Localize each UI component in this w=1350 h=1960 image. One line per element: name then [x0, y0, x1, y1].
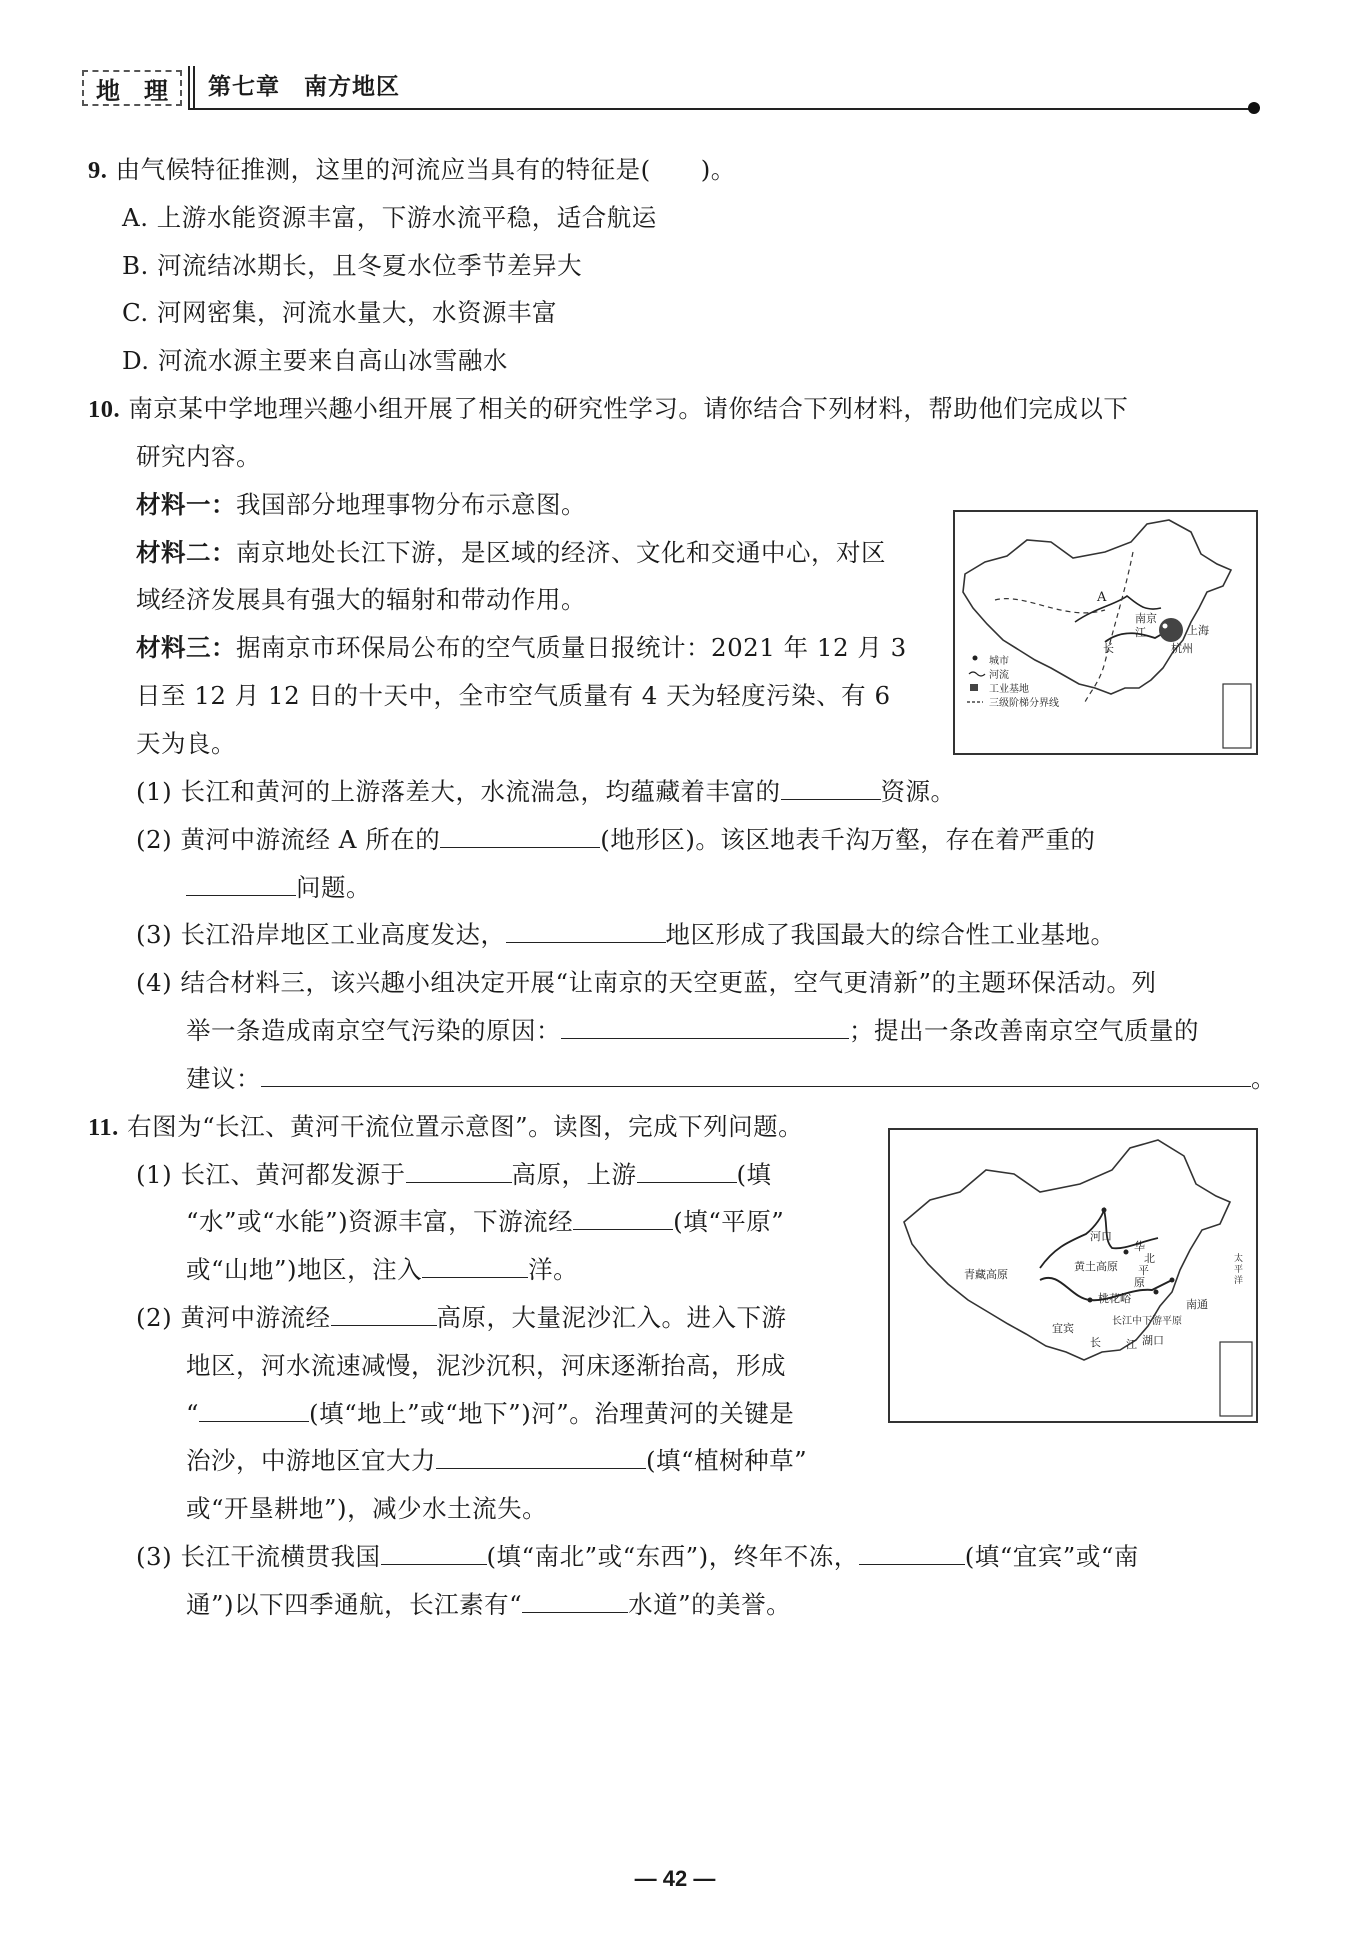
q11-sub-3-line2	[186, 1590, 791, 1620]
q11-sub-1-line3	[186, 1255, 578, 1285]
q10-sub-1-text-a: (1) 长江和黄河的上游落差大，水流湍急，均蕴藏着丰富的	[136, 777, 781, 806]
header-rule	[188, 108, 1254, 110]
q11-sub-1-blank-3[interactable]	[573, 1207, 673, 1230]
q10-south-sea-inset	[1223, 684, 1251, 748]
q11-sub-1-blank-1[interactable]	[406, 1160, 512, 1183]
q11-sub-1-text-c: (填	[736, 1160, 772, 1189]
q11-sub-3-text-a: (3) 长江干流横贯我国	[136, 1542, 381, 1571]
q10-sub-2-blank-2[interactable]	[186, 873, 296, 896]
q10-map-label-jiang: 江	[1135, 626, 1146, 639]
material-2-label: 材料二：	[136, 538, 236, 567]
q11-south-sea-inset	[1220, 1342, 1252, 1416]
q11-map-label-zhongxia: 长江中下游平原	[1112, 1316, 1182, 1327]
q11-sub-3-text-d: 通”)以下四季通航，长江素有“	[186, 1590, 523, 1619]
q11-sub-2-blank-2[interactable]	[199, 1399, 309, 1422]
q10-sub-1-blank[interactable]	[781, 777, 881, 800]
q11-sub-2-text-e: (填“地上”或“地下”)河”。治理黄河的关键是	[309, 1399, 795, 1428]
q11-map-label-hukou: 湖口	[1142, 1334, 1164, 1347]
q11-map-label-nantong: 南通	[1186, 1298, 1208, 1311]
q11-sub-1-line2	[186, 1207, 784, 1237]
subject-char-1: 地	[96, 75, 120, 105]
q10-sub-4-blank-suggestion[interactable]	[261, 1064, 1251, 1087]
q11-map-label-chang: 长	[1090, 1336, 1101, 1349]
q10-sub-4-text-b: 举一条造成南京空气污染的原因：	[186, 1016, 561, 1045]
q11-sub-1-text-g: 洋。	[528, 1255, 579, 1284]
q11-sub-1-text-e: (填“平原”	[673, 1207, 785, 1236]
q10-material-3-line3: 天为良。	[136, 729, 236, 758]
q10-map-label-chang: 长	[1103, 642, 1114, 655]
header-rule-dot	[1248, 102, 1260, 114]
q11-sub-1-text-f: 或“山地”)地区，注入	[186, 1255, 423, 1284]
q10-china-map	[953, 510, 1258, 755]
q11-sub-3-blank-3[interactable]	[522, 1590, 628, 1613]
q11-sub-3-line1	[136, 1542, 1139, 1572]
material-3-label: 材料三：	[136, 633, 236, 662]
q10-sub-2-blank-1[interactable]	[440, 825, 600, 848]
q10-sub-4-text-d: 建议：	[186, 1064, 261, 1093]
q10-map-label-nanjing: 南京	[1135, 612, 1157, 625]
q10-industry-base-marker	[1159, 618, 1183, 642]
q9-option-d: D. 河流水源主要来自高山冰雪融水	[122, 346, 508, 375]
header-separator	[188, 66, 195, 110]
q10-sub-4-blank-reason[interactable]	[561, 1016, 849, 1039]
q9-stem-text: 由气候特征推测，这里的河流应当具有的特征是( )。	[115, 155, 736, 184]
q11-sub-3-text-e: 水道”的美誉。	[628, 1590, 792, 1619]
q11-sub-1-blank-4[interactable]	[422, 1255, 528, 1278]
legend-city-icon	[973, 656, 978, 661]
q9-option-c: C. 河网密集，河流水量大，水资源丰富	[122, 298, 557, 327]
q9-option-a: A. 上游水能资源丰富，下游水流平稳，适合航运	[122, 203, 657, 232]
q11-sub-1-text-a: (1) 长江、黄河都发源于	[136, 1160, 406, 1189]
q11-taohuayu-dot	[1124, 1250, 1129, 1255]
q11-map-label-taohuayu: 桃花峪	[1098, 1292, 1131, 1305]
q11-sub-2-text-b: 高原，大量泥沙汇入。进入下游	[436, 1303, 787, 1332]
q10-sub-2-text-c: 问题。	[296, 873, 371, 902]
q11-sub-2-text-a: (2) 黄河中游流经	[136, 1303, 331, 1332]
q10-material-3-line2: 日至 12 月 12 日的十天中，全市空气质量有 4 天为轻度污染、有 6	[136, 681, 891, 710]
q11-map-label-jiang: 江	[1126, 1338, 1137, 1351]
q11-sub-2-text-g: (填“植树种草”	[646, 1446, 808, 1475]
q10-material-1	[136, 490, 586, 520]
q11-sub-2-line1	[136, 1303, 787, 1333]
chapter-title: 第七章 南方地区	[208, 73, 400, 100]
q10-sub-3-text-b: 地区形成了我国最大的综合性工业基地。	[665, 920, 1116, 949]
q10-sub-2-text-b: (地形区)。该区地表千沟万壑，存在着严重的	[600, 825, 1096, 854]
q11-sub-1-line1	[136, 1160, 772, 1190]
q10-sub-3-blank[interactable]	[506, 920, 666, 943]
q11-map-label-huabei-3: 平	[1138, 1264, 1149, 1277]
q10-sub-2-line1	[136, 825, 1095, 855]
q11-map-label-huangtu: 黄土高原	[1074, 1260, 1118, 1273]
q11-sub-2-line4	[186, 1446, 807, 1476]
q10-map-label-a: A	[1097, 590, 1107, 605]
q10-sub-2-text-a: (2) 黄河中游流经 A 所在的	[136, 825, 441, 854]
q11-sub-2-blank-3[interactable]	[436, 1446, 646, 1469]
q10-material-3-line1	[136, 633, 907, 663]
q10-number: 10.	[88, 396, 121, 423]
q10-stem-line1	[88, 394, 1128, 425]
legend-city-label: 城市	[989, 656, 1009, 667]
q11-sub-3-text-b: (填“南北”或“东西”)，终年不冻，	[486, 1542, 859, 1571]
q11-map-label-huabei-2: 北	[1144, 1252, 1155, 1265]
q11-yibin-dot	[1088, 1298, 1093, 1303]
q10-sub-4-line2	[186, 1016, 1199, 1046]
subject-char-2: 理	[144, 75, 168, 105]
q10-step-boundary-2	[1085, 552, 1133, 702]
q11-hekou-dot	[1102, 1208, 1107, 1213]
q11-sub-2-line3	[186, 1399, 794, 1429]
material-3-text-1: 据南京市环保局公布的空气质量日报统计：2021 年 12 月 3	[236, 633, 907, 662]
q11-number: 11.	[88, 1114, 119, 1141]
q10-sub-4-text-e: 。	[1251, 1064, 1276, 1093]
q10-sub-4-line1: (4) 结合材料三，该兴趣小组决定开展“让南京的天空更蓝，空气更清新”的主题环保活动。列	[136, 968, 1157, 997]
material-1-text: 我国部分地理事物分布示意图。	[236, 490, 586, 519]
q11-rivers-map	[888, 1128, 1258, 1423]
q11-map-label-qingzang: 青藏高原	[964, 1268, 1008, 1281]
q11-sub-3-text-c: (填“宜宾”或“南	[964, 1542, 1139, 1571]
q11-sub-1-text-b: 高原，上游	[511, 1160, 637, 1189]
page-number: — 42 —	[634, 1866, 716, 1891]
q10-map-label-shanghai: 上海	[1187, 624, 1209, 637]
legend-industry-label: 工业基地	[989, 684, 1029, 695]
q9-number: 9.	[88, 157, 108, 184]
q11-stem	[88, 1112, 803, 1143]
legend-industry-icon	[970, 684, 978, 691]
q10-material-2-line1	[136, 538, 886, 568]
q11-sub-2-blank-1[interactable]	[331, 1303, 437, 1326]
q10-sub-2-line2	[186, 873, 371, 903]
q10-sub-4-line3	[186, 1064, 1276, 1094]
q11-map-graphic	[890, 1130, 1256, 1421]
q10-map-graphic	[955, 512, 1256, 753]
q11-map-label-huabei-1: 华	[1134, 1240, 1145, 1253]
q11-map-label-taipingyang: 太平洋	[1234, 1254, 1244, 1286]
subject-badge	[82, 70, 182, 106]
q11-sub-1-blank-2[interactable]	[637, 1160, 737, 1183]
q11-sub-2-line5: 或“开垦耕地”)，减少水土流失。	[186, 1494, 548, 1523]
q10-sub-3-text-a: (3) 长江沿岸地区工业高度发达，	[136, 920, 506, 949]
q10-stem-line2: 研究内容。	[136, 442, 261, 471]
q10-sub-3	[136, 920, 1116, 950]
q11-sub-1-text-d: “水”或“水能”)资源丰富，下游流经	[186, 1207, 574, 1236]
q11-stem-text: 右图为“长江、黄河干流位置示意图”。读图，完成下列问题。	[127, 1112, 804, 1141]
q10-sub-1	[136, 777, 956, 807]
q10-step-boundary-1	[995, 599, 1105, 613]
q9-stem	[88, 155, 736, 186]
legend-river-label: 河流	[989, 670, 1009, 681]
legend-river-icon	[969, 672, 985, 676]
q10-stem-text: 南京某中学地理兴趣小组开展了相关的研究性学习。请你结合下列材料，帮助他们完成以下	[128, 394, 1129, 423]
q11-sub-2-line2: 地区，河水流速减慢，泥沙沉积，河床逐渐抬高，形成	[186, 1351, 786, 1380]
q10-material-2-line2: 域经济发展具有强大的辐射和带动作用。	[136, 585, 586, 614]
q11-map-label-yibin: 宜宾	[1052, 1322, 1074, 1335]
q11-hukou-dot	[1154, 1290, 1159, 1295]
q11-sub-3-blank-1[interactable]	[381, 1542, 487, 1565]
q9-option-b: B. 河流结冰期长，且冬夏水位季节差异大	[122, 251, 583, 280]
q10-sub-1-text-b: 资源。	[880, 777, 956, 806]
q11-nantong-dot	[1170, 1278, 1175, 1283]
q10-map-label-hangzhou: 杭州	[1171, 642, 1193, 655]
q11-sub-3-blank-2[interactable]	[859, 1542, 965, 1565]
legend-boundary-label: 三级阶梯分界线	[989, 698, 1059, 709]
q10-sub-4-text-c: ；提出一条改善南京空气质量的	[849, 1016, 1199, 1045]
material-1-label: 材料一：	[136, 490, 236, 519]
q10-nanjing-dot	[1163, 624, 1168, 629]
q11-sub-2-text-f: 治沙，中游地区宜大力	[186, 1446, 436, 1475]
q11-map-label-hekou: 河口	[1090, 1230, 1112, 1243]
q11-sub-2-text-d: “	[186, 1399, 200, 1428]
material-2-text-1: 南京地处长江下游，是区域的经济、文化和交通中心，对区	[236, 538, 886, 567]
q11-map-label-huabei-4: 原	[1134, 1276, 1145, 1289]
